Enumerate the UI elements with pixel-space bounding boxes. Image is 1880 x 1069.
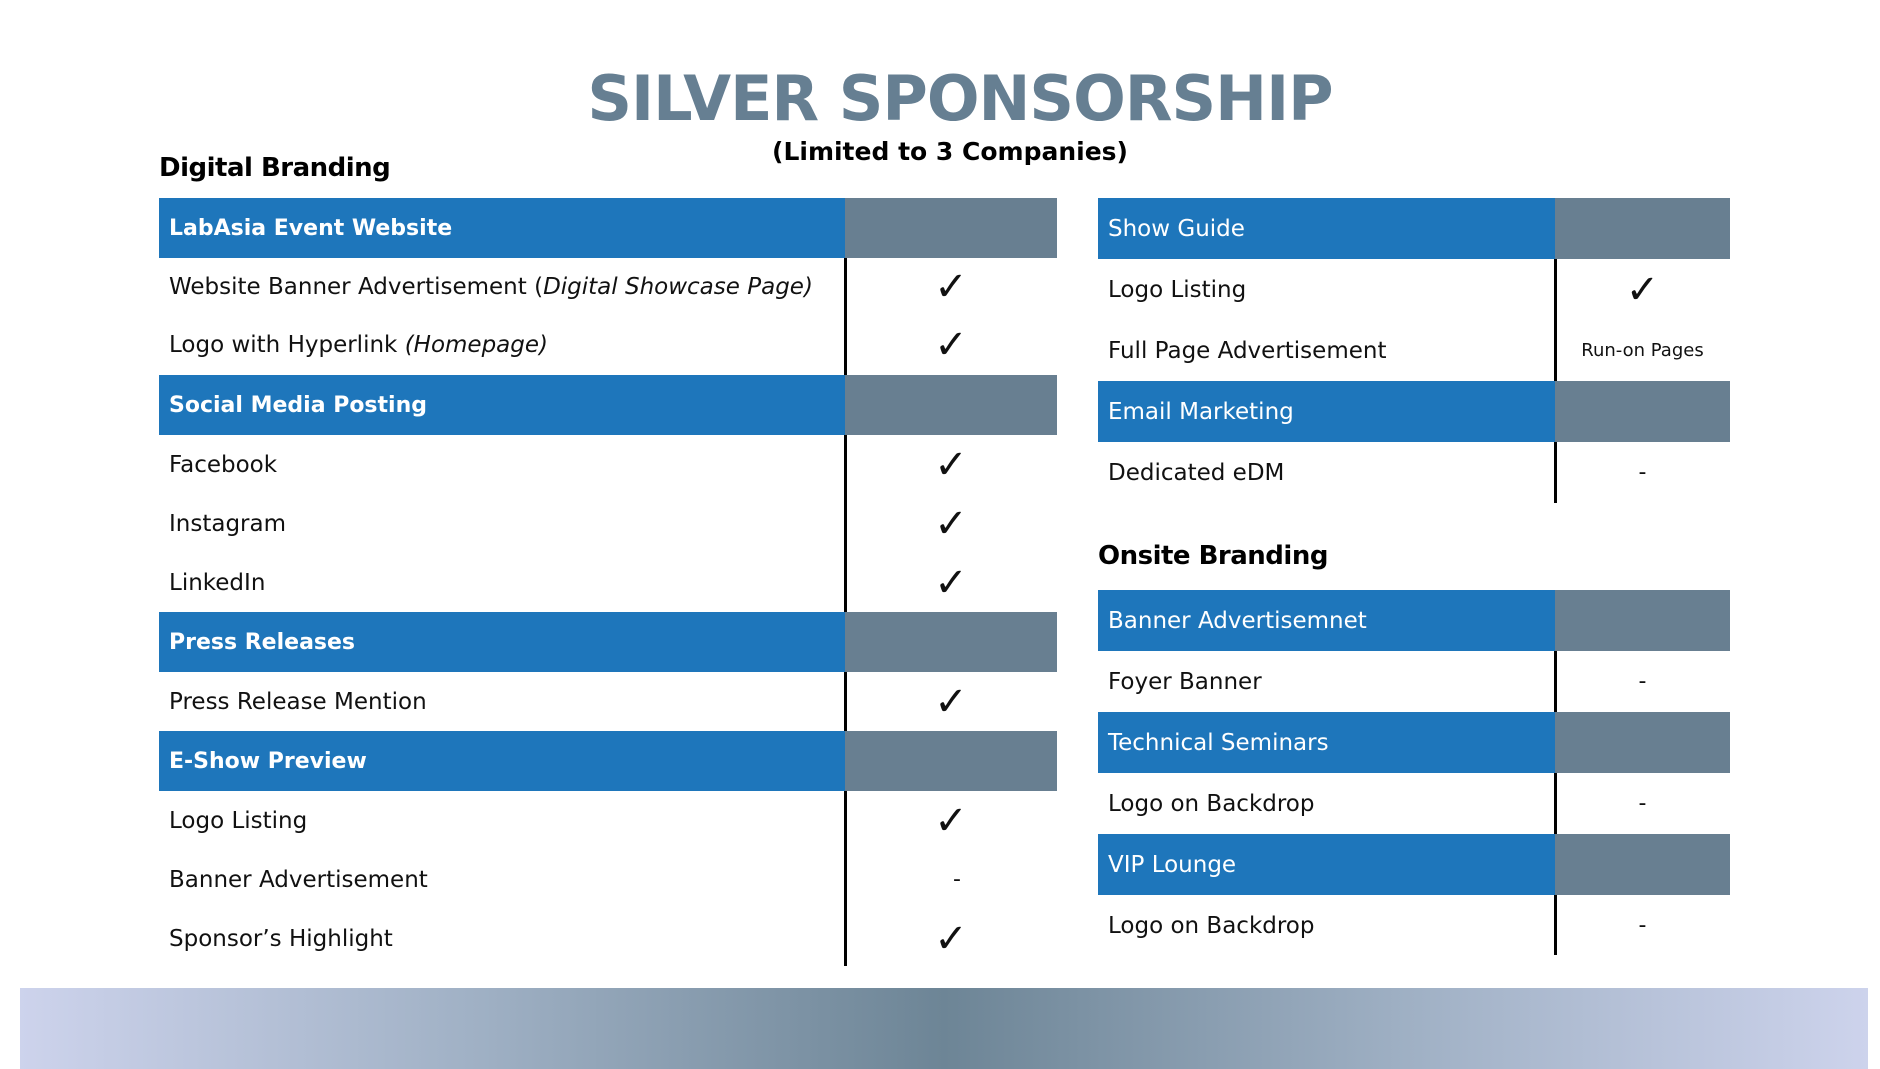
- dash-value: -: [1638, 791, 1647, 816]
- row-label: LinkedIn: [169, 569, 266, 596]
- table-row: [1098, 895, 1730, 956]
- row-label: Foyer Banner: [1108, 668, 1262, 695]
- table-header-social-media-posting: [159, 375, 1057, 435]
- table-row: [159, 850, 1057, 909]
- table-header-email-marketing: [1098, 381, 1730, 442]
- checkmark-icon: ✓: [934, 678, 968, 725]
- table-row: [1098, 773, 1730, 834]
- table-row: [159, 909, 1057, 968]
- checkmark-icon: ✓: [1625, 266, 1660, 313]
- checkmark-icon: ✓: [934, 915, 968, 962]
- row-value: [1555, 442, 1730, 503]
- row-label: Logo Listing: [1108, 276, 1247, 303]
- section-label-digital-branding: Digital Branding: [159, 153, 391, 183]
- header-value-cell: [1555, 834, 1730, 895]
- header-value-cell: [845, 198, 1057, 258]
- dash-value: -: [1638, 669, 1647, 694]
- page-title: SILVER SPONSORSHIP: [587, 62, 1333, 135]
- table-row: [159, 435, 1057, 494]
- checkmark-icon: ✓: [934, 500, 968, 547]
- table-header-labasia-event-website: [159, 198, 1057, 258]
- table-row: [159, 791, 1057, 850]
- table-header-show-guide: [1098, 198, 1730, 259]
- row-label: Facebook: [169, 451, 278, 478]
- row-value: [845, 258, 1057, 316]
- row-value: [845, 494, 1057, 553]
- row-label: Logo with Hyperlink (Homepage): [169, 332, 548, 358]
- row-label: Website Banner Advertisement ( Digital Showcase Page): [169, 274, 813, 300]
- row-value: [1555, 895, 1730, 956]
- row-value: [845, 850, 1057, 909]
- digital-branding-table: [159, 198, 1057, 966]
- checkmark-icon: ✓: [934, 264, 968, 310]
- dash-value: -: [1638, 913, 1647, 938]
- table-row: [1098, 651, 1730, 712]
- table-row: [159, 258, 1057, 316]
- header-value-cell: [845, 612, 1057, 672]
- table-row: [159, 553, 1057, 612]
- row-value: [845, 553, 1057, 612]
- checkmark-icon: ✓: [934, 797, 968, 844]
- header-label: Press Releases: [159, 612, 845, 672]
- table-header-banner-advertisement: [1098, 590, 1730, 651]
- checkmark-icon: ✓: [934, 559, 968, 606]
- table-row: [159, 494, 1057, 553]
- row-label: Logo on Backdrop: [1108, 790, 1315, 817]
- table-header-vip-lounge: [1098, 834, 1730, 895]
- row-label: Logo Listing: [169, 807, 308, 834]
- dash-value: -: [953, 867, 961, 892]
- header-label: Show Guide: [1098, 198, 1555, 259]
- dash-value: -: [1638, 460, 1647, 485]
- header-label: LabAsia Event Website: [159, 198, 845, 258]
- header-value-cell: [1555, 381, 1730, 442]
- header-value-cell: [1555, 590, 1730, 651]
- row-value: [845, 909, 1057, 968]
- row-label: Dedicated eDM: [1108, 459, 1285, 486]
- section-label-onsite-branding: Onsite Branding: [1098, 541, 1328, 571]
- row-value: [1555, 259, 1730, 320]
- row-value: [1555, 773, 1730, 834]
- row-value: [845, 316, 1057, 374]
- row-value: [1555, 320, 1730, 381]
- table-header-press-releases: [159, 612, 1057, 672]
- onsite-branding-table: [1098, 590, 1730, 955]
- value-text: Run-on Pages: [1581, 340, 1704, 361]
- header-label: Banner Advertisemnet: [1098, 590, 1555, 651]
- row-label: Logo on Backdrop: [1108, 912, 1315, 939]
- table-row: [1098, 259, 1730, 320]
- header-value-cell: [845, 375, 1057, 435]
- header-label: Technical Seminars: [1098, 712, 1555, 773]
- page-subtitle: (Limited to 3 Companies): [772, 137, 1128, 166]
- header-value-cell: [845, 731, 1057, 791]
- table-row: [1098, 320, 1730, 381]
- header-label: E-Show Preview: [159, 731, 845, 791]
- checkmark-icon: ✓: [934, 322, 968, 368]
- header-value-cell: [1555, 198, 1730, 259]
- table-header-technical-seminars: [1098, 712, 1730, 773]
- row-label: Instagram: [169, 510, 287, 537]
- table-row: [1098, 442, 1730, 503]
- table-header-e-show-preview: [159, 731, 1057, 791]
- table-row: [159, 672, 1057, 731]
- row-label: Press Release Mention: [169, 688, 427, 715]
- footer-gradient-band: [20, 988, 1868, 1069]
- show-guide-table: [1098, 198, 1730, 503]
- row-value: [845, 791, 1057, 850]
- header-label: Email Marketing: [1098, 381, 1555, 442]
- row-label: Sponsor’s Highlight: [169, 925, 393, 952]
- table-row: [159, 316, 1057, 374]
- checkmark-icon: ✓: [934, 441, 968, 488]
- row-label: Full Page Advertisement: [1108, 337, 1387, 364]
- row-value: [845, 672, 1057, 731]
- row-label: Banner Advertisement: [169, 866, 428, 893]
- header-label: Social Media Posting: [159, 375, 845, 435]
- header-label: VIP Lounge: [1098, 834, 1555, 895]
- row-value: [845, 435, 1057, 494]
- header-value-cell: [1555, 712, 1730, 773]
- row-value: [1555, 651, 1730, 712]
